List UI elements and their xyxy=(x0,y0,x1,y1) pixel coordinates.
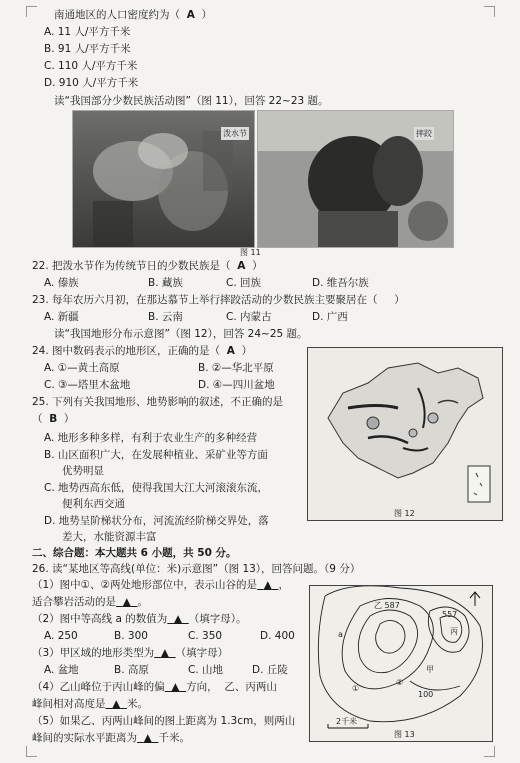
corner-mark xyxy=(484,6,495,17)
q26-part2-option-b: B. 300 xyxy=(114,630,148,642)
fig13-num2: ② xyxy=(396,678,404,687)
q25-option-c: C. 地势西高东低，使得我国大江大河滚滚东流， xyxy=(44,482,269,494)
section2-heading: 二、综合题：本大题共 6 小题，共 50 分。 xyxy=(32,547,237,559)
q21-option-b: B. 91 人/平方千米 xyxy=(44,43,131,55)
q25-option-b-cont: 优势明显 xyxy=(62,465,104,477)
fig13-peak-bing: 丙 xyxy=(450,627,458,636)
q25-answer-line: （ B ） xyxy=(32,413,75,425)
fig12-caption: 图 12 xyxy=(394,509,415,518)
q21-option-c: C. 110 人/平方千米 xyxy=(44,60,138,72)
water-splashing-festival-photo xyxy=(72,110,255,248)
q25-option-d: D. 地势呈阶梯状分布，河流流经阶梯交界处，落 xyxy=(44,515,269,527)
fig13-caption: 图 13 xyxy=(394,730,415,739)
q26-part3: （3）甲区域的地形类型为 ▲ （填字母） xyxy=(32,647,229,659)
china-terrain-map xyxy=(307,347,503,521)
fig13-num1: ① xyxy=(352,684,360,693)
intro-fig11: 读“我国部分少数民族活动图”（图 11），回答 22~23 题。 xyxy=(54,95,329,107)
q24-option-d: D. ④—四川盆地 xyxy=(198,379,275,391)
q26-stem: 26. 读“某地区等高线(单位：米)示意图”（图 13），回答问题。（9 分） xyxy=(32,563,361,575)
q21-option-a: A. 11 人/平方千米 xyxy=(44,26,131,38)
q26-part1-cont: 适合攀岩活动的是 ▲ 。 xyxy=(32,596,148,608)
q24-option-b: B. ②—华北平原 xyxy=(198,362,274,374)
q25-stem: 25. 下列有关我国地形、地势影响的叙述，不正确的是 xyxy=(32,396,284,408)
q26-part2-option-a: A. 250 xyxy=(44,630,78,642)
fig11-caption: 图 11 xyxy=(240,248,261,257)
intro-fig12: 读“我国地形分布示意图”（图 12），回答 24~25 题。 xyxy=(54,328,308,340)
q25-option-a: A. 地形多种多样，有利于农业生产的多种经营 xyxy=(44,432,258,444)
q25-answer: B xyxy=(49,413,58,425)
fig13-scale: 2千米 xyxy=(336,717,358,726)
contour-map xyxy=(309,585,493,742)
q22-option-d: D. 维吾尔族 xyxy=(312,277,369,289)
fig13-peak-557: 557 xyxy=(442,610,458,619)
q26-part2-option-c: C. 350 xyxy=(188,630,223,642)
q22-option-c: C. 回族 xyxy=(226,277,262,289)
q23-stem: 23. 每年农历六月初，在那达慕节上举行摔跤活动的少数民族主要聚居在（ ） xyxy=(32,294,405,306)
q26-part2-option-d: D. 400 xyxy=(260,630,295,642)
fig13-contour-100: 100 xyxy=(418,690,434,699)
q24-stem: 24. 图中数码表示的地形区，正确的是（ A ） xyxy=(32,345,253,357)
fig11-label-right: 摔跤 xyxy=(416,129,432,138)
q26-part3-option-c: C. 山地 xyxy=(188,664,224,676)
q23-option-c: C. 内蒙古 xyxy=(226,311,272,323)
q21-stem: 南通地区的人口密度约为（ A ） xyxy=(54,9,213,21)
q25-option-b: B. 山区面积广大，在发展种植业、采矿业等方面 xyxy=(44,449,268,461)
q26-part5: （5）如果乙、丙两山峰间的图上距离为 1.3cm，则两山 xyxy=(32,715,296,727)
q21-answer: A xyxy=(186,9,195,21)
q25-option-d-cont: 差大，水能资源丰富 xyxy=(62,531,157,543)
wrestling-photo xyxy=(257,110,454,248)
fig13-region-jia: 甲 xyxy=(426,665,434,674)
corner-mark xyxy=(26,6,37,17)
q23-option-a: A. 新疆 xyxy=(44,311,79,323)
fig13-peak-yi: 乙 587 xyxy=(374,601,400,610)
q24-option-a: A. ①—黄土高原 xyxy=(44,362,120,374)
fig13-contour-a: a xyxy=(338,630,343,639)
q24-option-c: C. ③—塔里木盆地 xyxy=(44,379,131,391)
corner-mark xyxy=(26,746,37,757)
q26-part5-cont: 峰间的实际水平距离为 ▲ 千米。 xyxy=(32,732,190,744)
q22-answer: A xyxy=(237,260,246,272)
q22-option-b: B. 藏族 xyxy=(148,277,183,289)
q26-part4-cont: 峰间相对高度是 ▲ 米。 xyxy=(32,698,148,710)
q26-part3-option-a: A. 盆地 xyxy=(44,664,79,676)
q26-part3-option-b: B. 高原 xyxy=(114,664,149,676)
fig11-label-left: 泼水节 xyxy=(223,129,247,138)
q26-part1: （1）图中①、②两处地形部位中，表示山谷的是 ▲ ， xyxy=(32,579,289,591)
corner-mark xyxy=(484,746,495,757)
q21-option-d: D. 910 人/平方千米 xyxy=(44,77,139,89)
q23-option-b: B. 云南 xyxy=(148,311,183,323)
q26-part3-option-d: D. 丘陵 xyxy=(252,664,288,676)
q22-option-a: A. 傣族 xyxy=(44,277,79,289)
q26-part2: （2）图中等高线 a 的数值为 ▲ （填字母）。 xyxy=(32,613,247,625)
q26-part4: （4）乙山峰位于丙山峰的偏 ▲ 方向， 乙、丙两山 xyxy=(32,681,277,693)
q24-answer: A xyxy=(226,345,235,357)
q23-option-d: D. 广西 xyxy=(312,311,348,323)
q22-stem: 22. 把泼水节作为传统节日的少数民族是（ A ） xyxy=(32,260,263,272)
q25-option-c-cont: 便利东西交通 xyxy=(62,498,125,510)
